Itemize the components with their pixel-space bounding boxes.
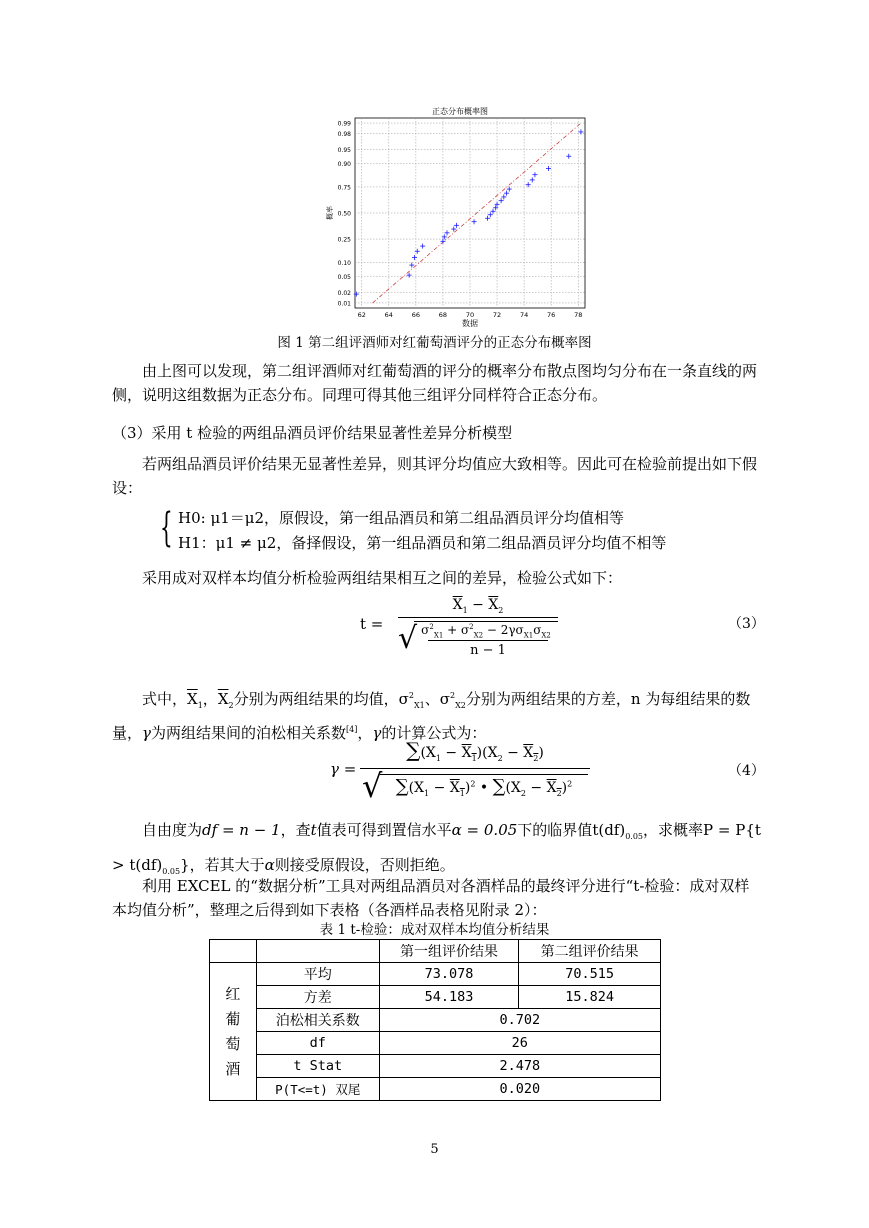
- y-tick-label: 0.02: [337, 289, 351, 297]
- y-tick-label: 0.50: [337, 210, 351, 218]
- paragraph-2: 若两组品酒员评价结果无显著性差异，则其评分均值应大致相等。因此可在检验前提出如下假设：: [112, 455, 758, 497]
- table-cell: 54.183: [379, 986, 519, 1009]
- x-tick-label: 64: [384, 311, 393, 319]
- hypothesis-brace: {: [160, 505, 173, 551]
- paragraph-1: 由上图可以发现，第二组评酒师对红葡萄酒的评分的概率分布散点图均匀分布在一条直线的两侧，说明这组数据为正态分布。同理可得其他三组评分同样符合正态分布。: [112, 362, 758, 404]
- table-corner-cell: [256, 940, 379, 963]
- group-label: 红 葡 萄 酒: [210, 963, 257, 1101]
- table-cell: 70.515: [519, 963, 661, 986]
- column-header: 第一组评价结果: [379, 940, 519, 963]
- y-tick-label: 0.90: [337, 160, 351, 168]
- table-cell: 26: [379, 1032, 660, 1055]
- x-tick-labels: [358, 311, 583, 319]
- row-label: 泊松相关系数: [256, 1009, 379, 1032]
- y-tick-label: 0.10: [337, 260, 351, 268]
- figure-caption: 图 1 第二组评酒师对红葡萄酒评分的正态分布概率图: [277, 335, 592, 351]
- y-tick-label: 0.25: [337, 236, 351, 244]
- table-cell: 0.020: [379, 1078, 660, 1101]
- y-tick-label: 0.99: [337, 120, 351, 128]
- table-cell: 15.824: [519, 986, 661, 1009]
- row-label: 方差: [256, 986, 379, 1009]
- table-caption: 表 1 t-检验：成对双样本均值分析结果: [319, 922, 550, 938]
- paragraph-6: 利用 EXCEL 的“数据分析”工具对两组品酒员对各酒样品的最终评分进行“t-检验：成对双样本均值分析”，整理之后得到如下表格（各酒样品表格见附录 2）：: [112, 877, 750, 919]
- x-tick-label: 66: [411, 311, 421, 319]
- paragraph-3: 采用成对双样本均值分析检验两组结果相互之间的差异，检验公式如下：: [142, 569, 623, 587]
- y-tick-label: 0.75: [337, 184, 351, 192]
- row-label: P(T<=t) 双尾: [256, 1078, 379, 1101]
- y-tick-label: 0.05: [337, 274, 351, 282]
- y-tick-label: 0.01: [337, 300, 351, 308]
- paragraph-5: 自由度为df = n − 1，查t值表可得到置信水平α = 0.05下的临界值$t(df)_{0.05}$，求概率$P = P\{t > t(df)_{0.05}\}$，若其大于α则接受原假设，否则拒绝。: [112, 821, 761, 876]
- x-axis-label: 数据: [462, 319, 478, 328]
- y-axis-label: 概率: [326, 206, 334, 220]
- x-tick-label: 78: [574, 311, 583, 319]
- x-tick-label: 62: [357, 311, 366, 319]
- paragraph-4: 式中，$\overline{X}_1$，$\overline{X}_2$分别为两组结果的均值，$\sigma^2_{X1}$、$\sigma^2_{X2}$分别为两组结果的方差，n 为每组结果的数量，γ为两组结果间的泊松相关系数[4]，γ的计算公式为：: [112, 690, 751, 742]
- normal-probability-plot: [300, 110, 620, 332]
- x-tick-label: 72: [492, 311, 502, 319]
- x-tick-label: 76: [547, 311, 556, 319]
- equation-4-number: （4）: [728, 763, 765, 779]
- x-tick-label: 68: [438, 311, 448, 319]
- table-cell: 2.478: [379, 1055, 660, 1078]
- table-cell: 73.078: [379, 963, 519, 986]
- hypothesis-h1: H1：μ1 ≠ μ2，备择假设，第一组品酒员和第二组品酒员评分均值不相等: [178, 534, 667, 552]
- table-corner-cell: [210, 940, 257, 963]
- column-header: 第二组评价结果: [519, 940, 661, 963]
- page-number: 5: [430, 1142, 439, 1157]
- y-tick-label: 0.95: [337, 146, 351, 154]
- table-cell: 0.702: [379, 1009, 660, 1032]
- figure-title: 正态分布概率图: [432, 107, 488, 116]
- results-table: [209, 939, 661, 1101]
- hypothesis-h0: H0: μ1＝μ2，原假设，第一组品酒员和第二组品酒员评分均值相等: [178, 509, 625, 527]
- x-tick-label: 70: [465, 311, 475, 319]
- y-tick-label: 0.98: [337, 131, 351, 139]
- row-label: 平均: [256, 963, 379, 986]
- y-tick-labels: [338, 121, 352, 308]
- section-heading: （3）采用 t 检验的两组品酒员评价结果显著性差异分析模型: [112, 424, 513, 442]
- row-label: df: [256, 1032, 379, 1055]
- equation-3-number: （3）: [728, 616, 765, 632]
- equation-3: t = $\overline{X}_1 - \overline{X}_2$ √ $\sigma^2_{X1} + \sigma^2_{X2} - 2\gamma\sigma_{X1}\sigma_{X2}$ n − 1: [360, 597, 560, 677]
- row-label: t Stat: [256, 1055, 379, 1078]
- equation-4: γ = $\sum(X_1 - X_1)(X_2 - X_2)$ √ $\sum(X_1 - X_1)^2$ • $\sum(X_2 - X_2)^2$: [330, 734, 590, 814]
- x-tick-label: 74: [519, 311, 529, 319]
